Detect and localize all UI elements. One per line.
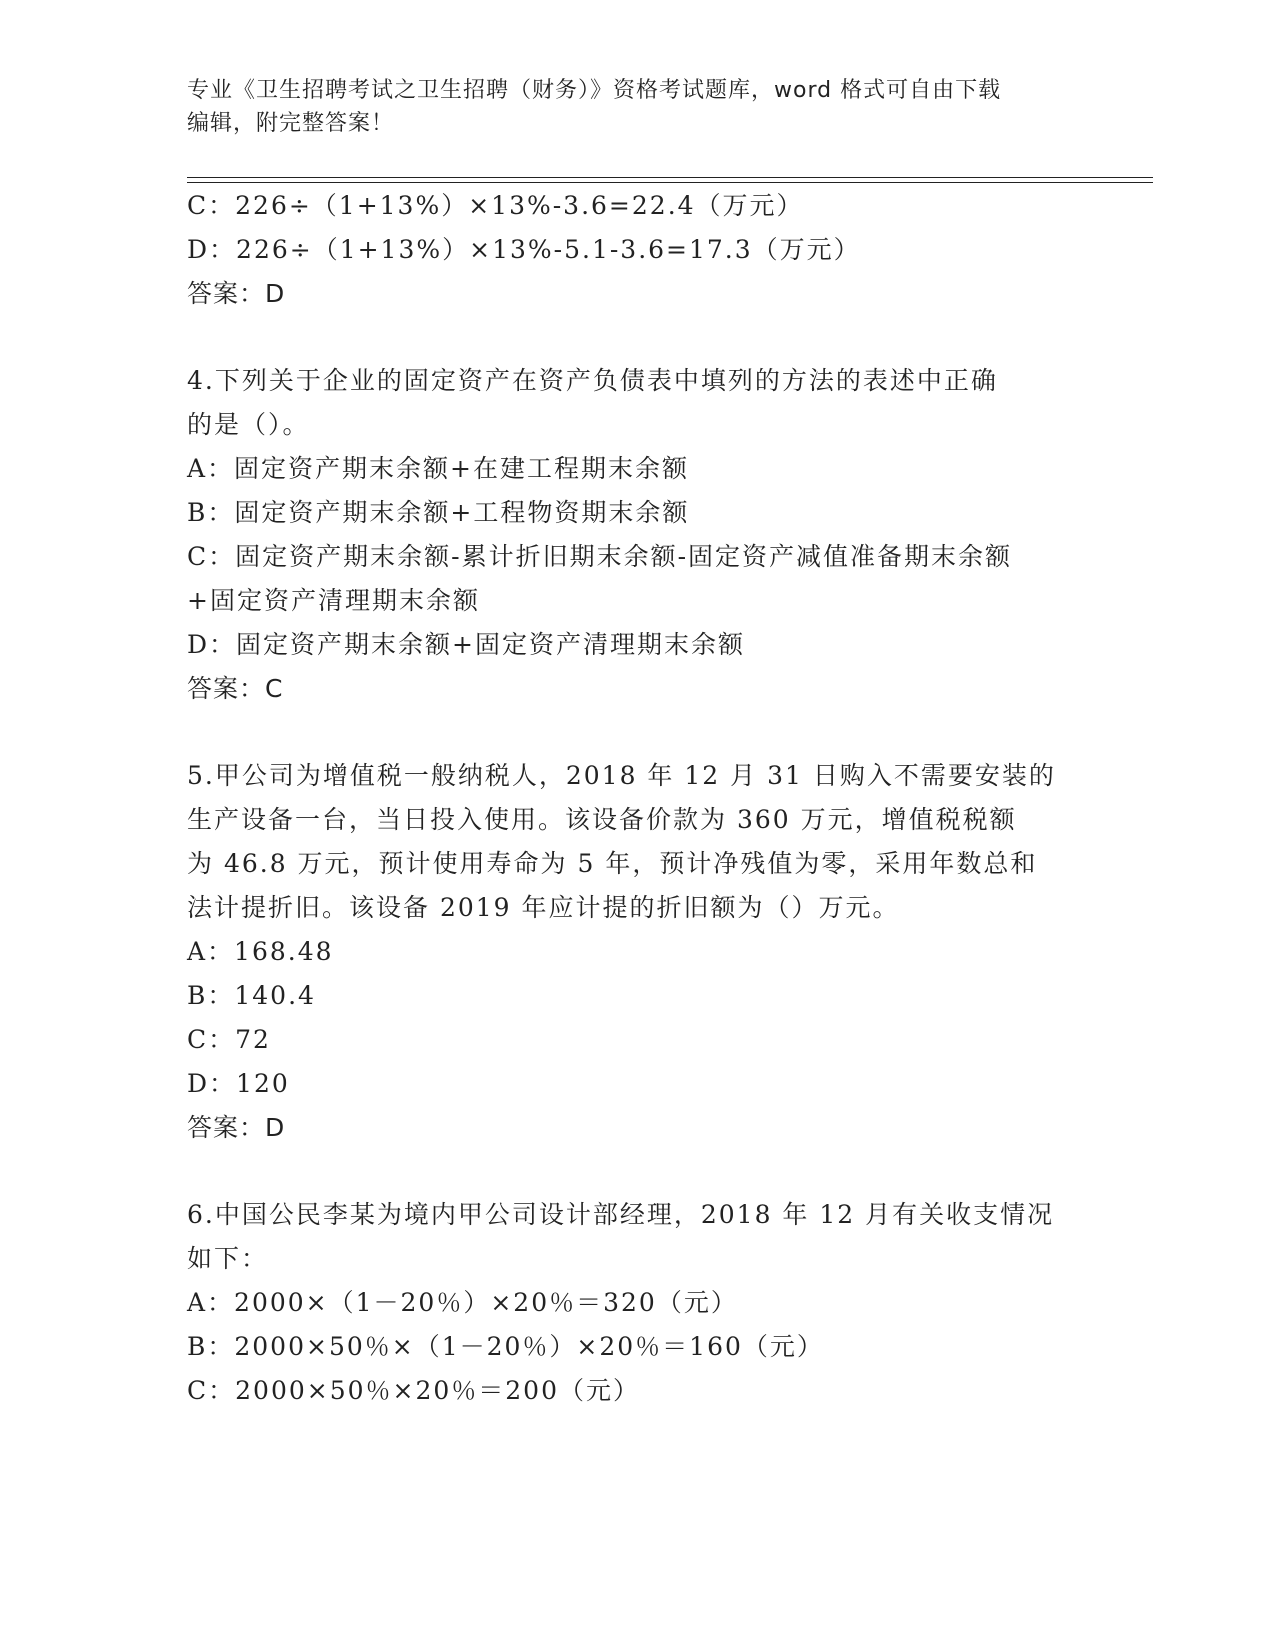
q4-stem-line-1: 4.下列关于企业的固定资产在资产负债表中填列的方法的表述中正确 [187, 366, 998, 395]
q5-stem-line-4: 法计提折旧。该设备 2019 年应计提的折旧额为（）万元。 [187, 893, 900, 922]
q6-option-a: A：2000×（1－20％）×20％＝320（元） [187, 1288, 738, 1317]
q5-option-c: C：72 [187, 1025, 271, 1054]
header-divider-bottom [187, 182, 1153, 183]
q4-stem-line-2: 的是（）。 [187, 410, 310, 439]
header-divider-top [187, 177, 1153, 178]
q5-stem-line-1: 5.甲公司为增值税一般纳税人，2018 年 12 月 31 日购入不需要安装的 [187, 761, 1056, 790]
q5-stem-line-2: 生产设备一台，当日投入使用。该设备价款为 360 万元，增值税税额 [187, 805, 1017, 834]
q6-option-b: B：2000×50％×（1－20％）×20％＝160（元） [187, 1332, 824, 1361]
q5-answer: 答案：D [187, 1113, 286, 1142]
q4-option-c-line-1: C：固定资产期末余额-累计折旧期末余额-固定资产减值准备期末余额 [187, 542, 1013, 571]
q4-answer: 答案：C [187, 674, 284, 703]
q4-option-d: D：固定资产期末余额+固定资产清理期末余额 [187, 630, 745, 659]
header-line-2: 编辑，附完整答案！ [187, 111, 395, 136]
q5-stem-line-3: 为 46.8 万元，预计使用寿命为 5 年，预计净残值为零，采用年数总和 [187, 849, 1038, 878]
q4-option-c-line-2: +固定资产清理期末余额 [187, 586, 480, 615]
q4-option-a: A：固定资产期末余额+在建工程期末余额 [187, 454, 690, 483]
q4-option-b: B：固定资产期末余额+工程物资期末余额 [187, 498, 690, 527]
header-line-1: 专业《卫生招聘考试之卫生招聘（财务）》资格考试题库，word 格式可自由下载 [187, 78, 1002, 103]
q3-answer: 答案：D [187, 279, 286, 308]
q6-stem-line-2: 如下： [187, 1244, 269, 1273]
q3-option-c: C：226÷（1+13%）×13%-3.6=22.4（万元） [187, 191, 804, 220]
q5-option-b: B：140.4 [187, 981, 316, 1010]
document-header [187, 74, 1087, 140]
q6-option-c: C：2000×50％×20％＝200（元） [187, 1376, 640, 1405]
q5-option-a: A：168.48 [187, 937, 334, 966]
q5-option-d: D：120 [187, 1069, 290, 1098]
q6-stem-line-1: 6.中国公民李某为境内甲公司设计部经理，2018 年 12 月有关收支情况 [187, 1200, 1055, 1229]
q3-option-d: D：226÷（1+13%）×13%-5.1-3.6=17.3（万元） [187, 235, 861, 264]
